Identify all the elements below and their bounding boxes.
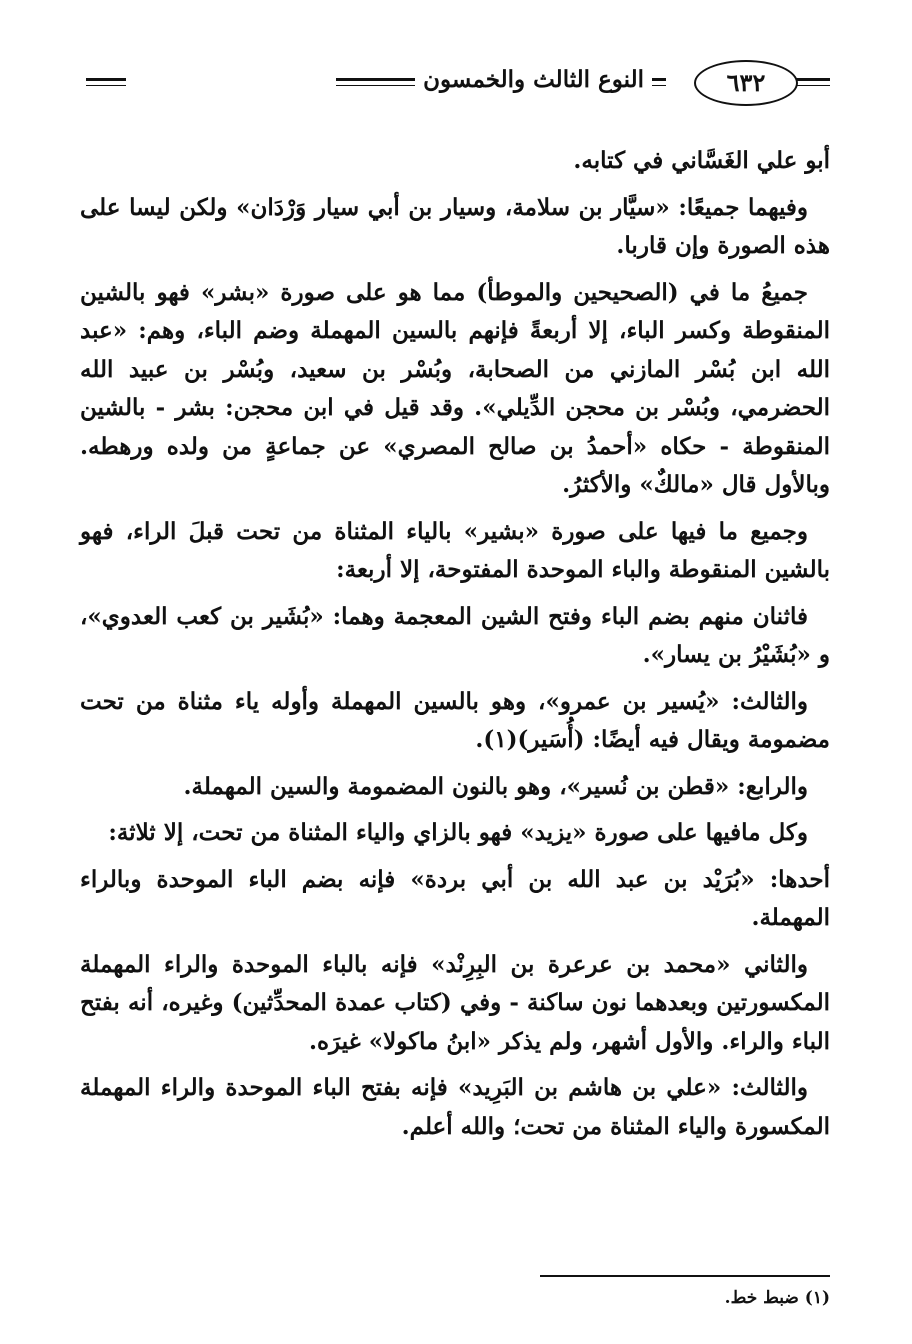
paragraph: والثاني «محمد بن عرعرة بن البِرِنْد» فإنه بالباء الموحدة والراء المهملة المكسورتين وبعدهما نون ساكنة - وفي (كتاب عمدة المحدِّثين) وغيره، أنه بفتح الباء والراء. والأول أشهر، ولم يذكر «ابنُ ماكولا» غيرَه. [80, 950, 830, 1055]
paragraph: أبو علي الغَسَّاني في كتابه. [573, 147, 830, 174]
page-header [86, 58, 830, 108]
header-rule-left [86, 78, 126, 81]
paragraph: والثالث: «علي بن هاشم بن البَرِيد» فإنه بفتح الباء الموحدة والراء المهملة المكسورة والياء المثناة من تحت؛ والله أعلم. [80, 1074, 830, 1140]
paragraph: وفيهما جميعًا: «سيَّار بن سلامة، وسيار بن أبي سيار وَرْدَان» ولكن ليسا على هذه الصورة وإن قاربا. [80, 193, 830, 259]
main-text [80, 142, 830, 1154]
page-number: ٦٣٢ [694, 60, 798, 106]
footnote-separator [540, 1275, 830, 1277]
running-title: النوع الثالث والخمسون [415, 66, 652, 93]
footnote: (١) ضبط خط. [724, 1288, 830, 1308]
paragraph: والثالث: «يُسير بن عمرو»، وهو بالسين المهملة وأوله ياء مثناة من تحت مضمومة ويقال فيه أيضًا: (أُسَير)(١). [80, 687, 830, 753]
paragraph: فاثنان منهم بضم الباء وفتح الشين المعجمة وهما: «بُشَير بن كعب العدوي»، و «بُشَيْرُ بن يسار». [80, 602, 830, 668]
paragraph: وكل مافيها على صورة «يزيد» فهو بالزاي والياء المثناة من تحت، إلا ثلاثة: [108, 819, 808, 846]
paragraph: أحدها: «بُرَيْد بن عبد الله بن أبي بردة» فإنه بضم الباء الموحدة وبالراء المهملة. [80, 865, 830, 931]
paragraph: والرابع: «قطن بن نُسير»، وهو بالنون المضمومة والسين المهملة. [183, 772, 808, 800]
paragraph: جميعُ ما في (الصحيحين والموطأ) مما هو على صورة «بشر» فهو بالشين المنقوطة وكسر الباء، إلا أربعةً فإنهم بالسين المهملة وضم الباء، وهم: «عبد الله ابن بُسْر المازني من الصحابة، وبُسْر بن سعيد، وبُسْر بن عبيد الله الحضرمي، وبُسْر بن محجن الدِّيلي». وقد قيل في ابن محجن: بشر - بالشين المنقوطة - حكاه «أحمدُ بن صالح المصري» عن جماعةٍ من ولده ورهطه. وبالأول قال «مالكٌ» والأكثرُ. [80, 278, 830, 498]
paragraph: وجميع ما فيها على صورة «بشير» بالياء المثناة من تحت قبلَ الراء، فهو بالشين المنقوطة والباء الموحدة المفتوحة، إلا أربعة: [80, 517, 830, 583]
header-rule-left-thin [86, 85, 126, 86]
